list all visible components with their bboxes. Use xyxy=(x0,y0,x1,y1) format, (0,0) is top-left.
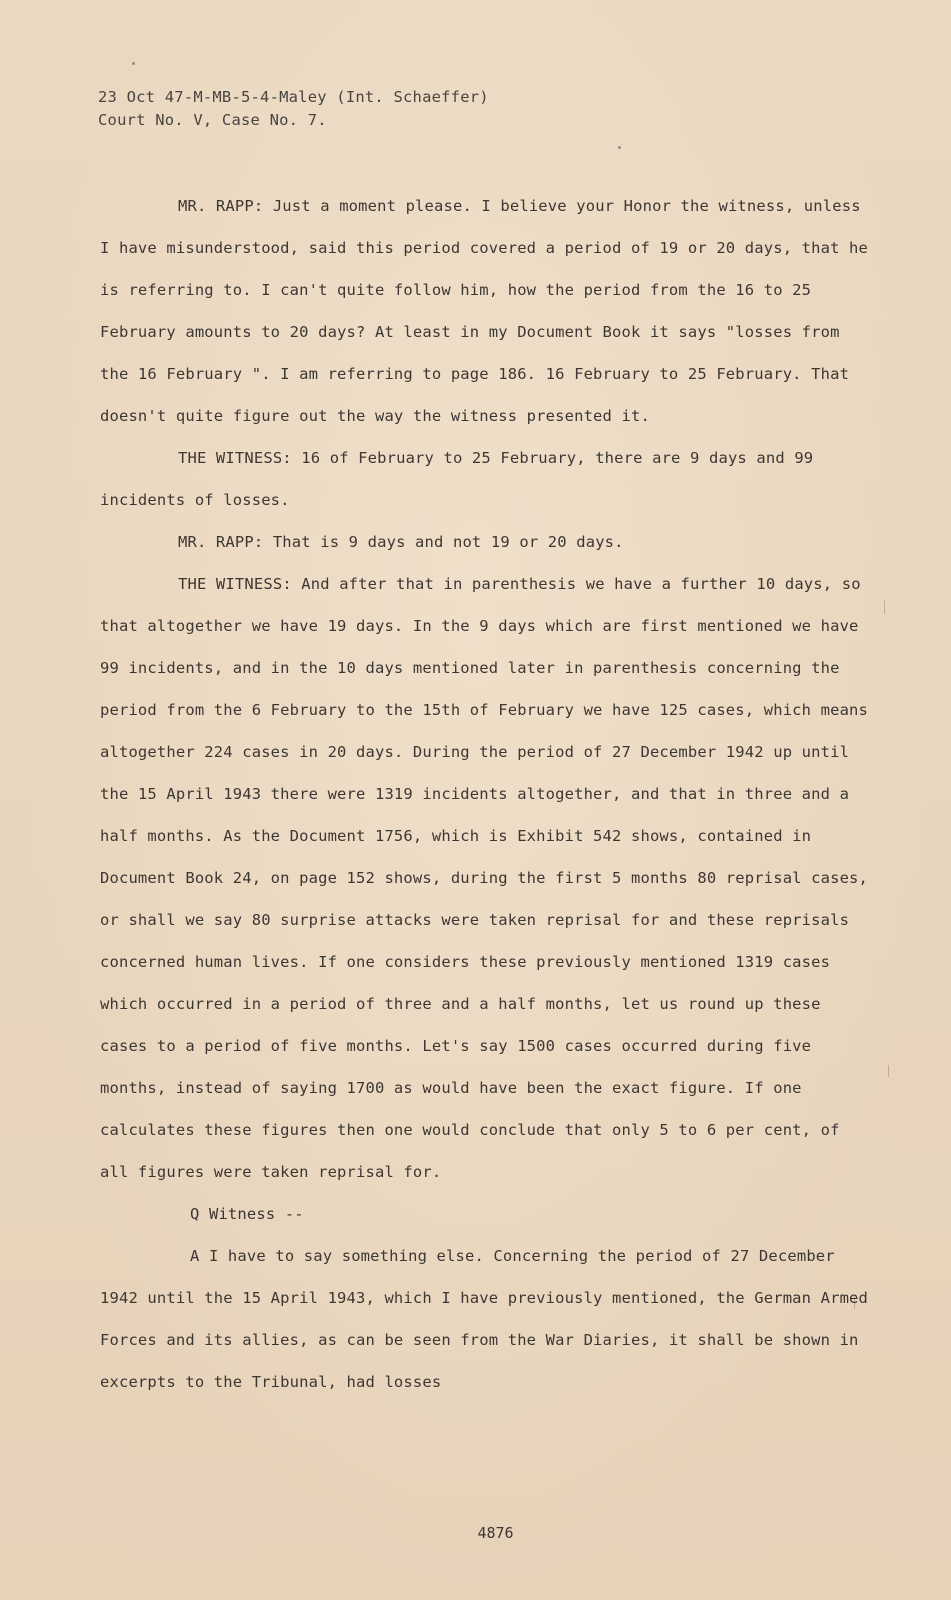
paper-crease xyxy=(884,600,885,614)
paragraph-question: Q Witness -- xyxy=(190,1205,304,1223)
page-number: 4876 xyxy=(477,1524,514,1542)
header-reference-line: 23 Oct 47-M-MB-5-4-Maley (Int. Schaeffer) xyxy=(98,88,489,106)
paragraph-rapp-objection: MR. RAPP: Just a moment please. I believe your Honor the witness, unless I have misunderstood, said this period covered a period of 19 or 20 days, that he is referring to. I can't quite follow him, how the period from the 16 to 25 February amounts to 20 days? At least in my Document Book it says "losses from the 16 February ". I am referring to page 186. 16 February to 25 February. That doesn't quite figure out the way the witness presented it. xyxy=(100,197,869,425)
document-header xyxy=(98,86,698,132)
paragraph-witness-reply: THE WITNESS: 16 of February to 25 February, there are 9 days and 99 incidents of losses. xyxy=(100,449,814,509)
paper-speck xyxy=(132,62,135,65)
paragraph-witness-explanation: THE WITNESS: And after that in parenthesis we have a further 10 days, so that altogether we have 19 days. In the 9 days which are first mentioned we have 99 incidents, and in the 10 days mentioned later in parenthesis concerning the period from the 6 February to the 15th of February we have 125 cases, which means altogether 224 cases in 20 days. During the period of 27 December 1942 up until the 15 April 1943 there were 1319 incidents altogether, and that in three and a half months. As the Document 1756, which is Exhibit 542 shows, contained in Document Book 24, on page 152 shows, during the first 5 months 80 reprisal cases, or shall we say 80 surprise attacks were taken reprisal for and these reprisals concerned human lives. If one considers these previously mentioned 1319 cases which occurred in a period of three and a half months, let us round up these cases to a period of five months. Let's say 1500 cases occurred during five months, instead of saying 1700 as would have been the exact figure. If one calculates these figures then one would conclude that only 5 to 6 per cent, of all figures were taken reprisal for. xyxy=(100,575,869,1181)
header-court-line: Court No. V, Case No. 7. xyxy=(98,111,327,129)
paragraph-rapp-remark: MR. RAPP: That is 9 days and not 19 or 20 days. xyxy=(178,533,624,551)
paper-speck xyxy=(618,146,621,149)
paper-crease xyxy=(888,1065,889,1077)
transcript-body xyxy=(100,185,870,1403)
paragraph-answer: A I have to say something else. Concerning the period of 27 December 1942 until the 15 April 1943, which I have previously mentioned, the German Armed Forces and its allies, as can be seen from the War Diaries, it shall be shown in excerpts to the Tribunal, had losses xyxy=(100,1247,869,1391)
